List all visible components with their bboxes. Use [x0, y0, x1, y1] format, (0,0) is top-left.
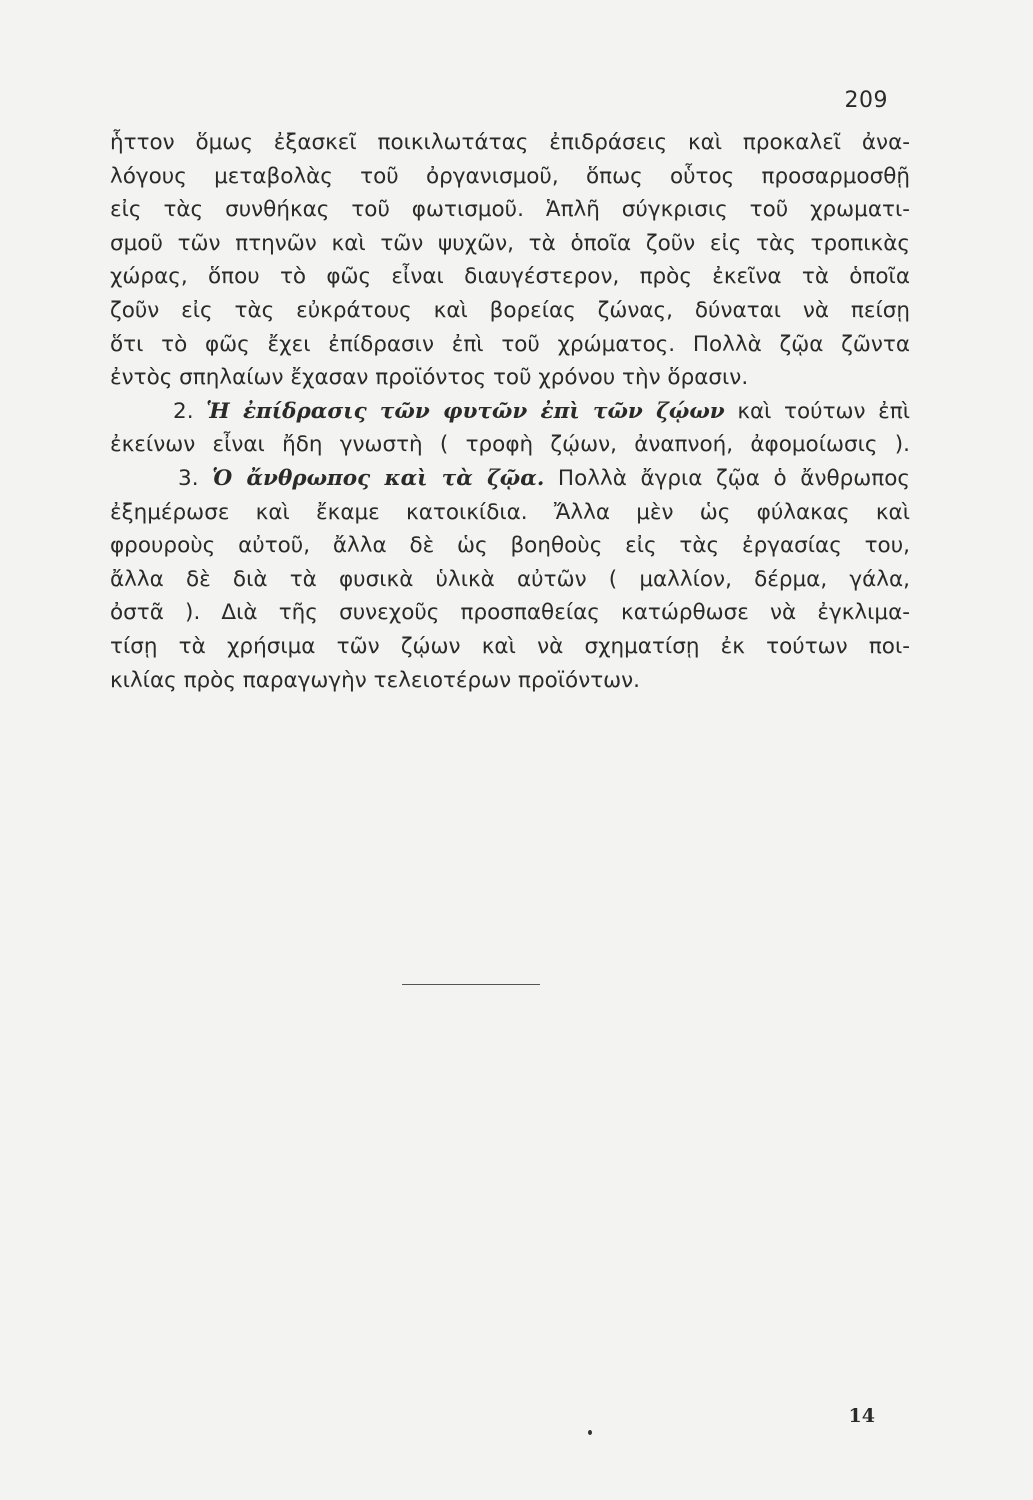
section-2-number: 2.	[173, 398, 194, 424]
paragraph-line: ἐντὸς σπηλαίων ἔχασαν προϊόντος τοῦ χρόνου τὴν ὅρασιν.	[110, 365, 749, 391]
paragraph-line: χώρας, ὅπου τὸ φῶς εἶναι διαυγέστερον, πρὸς ἐκεῖνα τὰ ὁποῖα	[110, 264, 910, 290]
page-number: 209	[844, 88, 888, 113]
section-3-number: 3.	[178, 465, 199, 491]
paragraph-line: λόγους μεταβολὰς τοῦ ὀργανισμοῦ, ὅπως οὗτος προσαρμοσθῇ	[110, 163, 910, 189]
body-text	[110, 126, 910, 697]
section-3-line: ἐξημέρωσε καὶ ἔκαμε κατοικίδια. Ἄλλα μὲν ὡς φύλακας καὶ	[110, 499, 910, 525]
paragraph-line: ὅτι τὸ φῶς ἔχει ἐπίδρασιν ἐπὶ τοῦ χρώματος. Πολλὰ ζῷα ζῶντα	[110, 331, 910, 357]
signature-mark: 14	[848, 1405, 875, 1427]
section-3-line: κιλίας πρὸς παραγωγὴν τελειοτέρων προϊόντων.	[110, 667, 641, 693]
paragraph-line: σμοῦ τῶν πτηνῶν καὶ τῶν ψυχῶν, τὰ ὁποῖα ζοῦν εἰς τὰς τροπικὰς	[110, 230, 910, 256]
paragraph-line: ζοῦν εἰς τὰς εὐκράτους καὶ βορείας ζώνας, δύναται νὰ πείσῃ	[110, 297, 910, 323]
section-2-line	[110, 395, 910, 429]
section-3-line: ἄλλα δὲ διὰ τὰ φυσικὰ ὑλικὰ αὐτῶν ( μαλλίον, δέρμα, γάλα,	[110, 566, 910, 592]
section-3-line: ὀστᾶ ). Διὰ τῆς συνεχοῦς προσπαθείας κατώρθωσε νὰ ἐγκλιμα-	[110, 600, 910, 626]
section-3-line	[110, 462, 910, 496]
section-2-heading: Ἡ ἐπίδρασις τῶν φυτῶν ἐπὶ τῶν ζῴων	[206, 398, 725, 424]
section-divider	[402, 984, 540, 985]
section-3-heading: Ὁ ἄνθρωπος καὶ τὰ ζῷα.	[212, 465, 545, 491]
section-3-text: Πολλὰ ἄγρια ζῷα ὁ ἄνθρωπος	[557, 465, 910, 491]
paragraph-line: εἰς τὰς συνθήκας τοῦ φωτισμοῦ. Ἁπλῆ σύγκρισις τοῦ χρωματι-	[110, 197, 910, 223]
paragraph-line: ἧττον ὅμως ἐξασκεῖ ποικιλωτάτας ἐπιδράσεις καὶ προκαλεῖ ἀνα-	[110, 130, 910, 155]
section-2-text: καὶ τούτων ἐπὶ	[737, 398, 910, 424]
print-mark	[588, 1430, 592, 1435]
section-2-line: ἐκείνων εἶναι ἤδη γνωστὴ ( τροφὴ ζῴων, ἀναπνοή, ἀφομοίωσις ).	[110, 432, 910, 458]
section-3-line: τίσῃ τὰ χρήσιμα τῶν ζῴων καὶ νὰ σχηματίσῃ ἐκ τούτων ποι-	[110, 633, 910, 659]
section-3-line: φρουροὺς αὐτοῦ, ἄλλα δὲ ὡς βοηθοὺς εἰς τὰς ἐργασίας του,	[110, 533, 910, 559]
